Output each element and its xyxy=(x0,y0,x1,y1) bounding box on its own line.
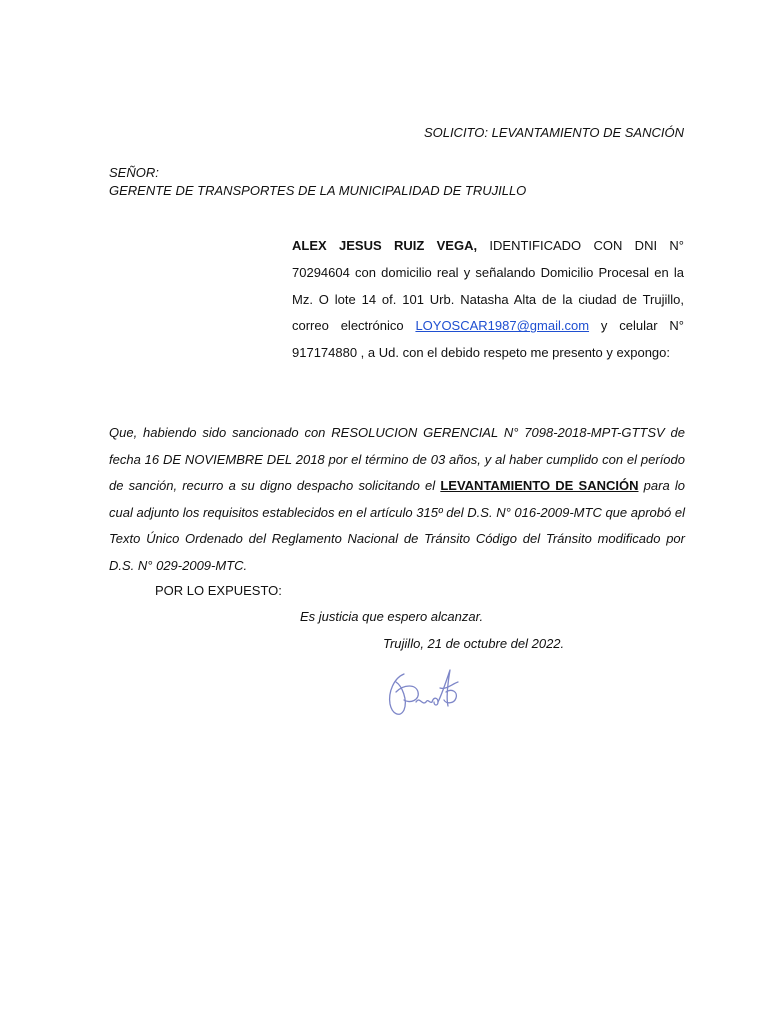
intro-paragraph xyxy=(292,233,684,367)
intro-rest: y celular N° 917174880 , a Ud. con el debido respeto me presento y expongo: xyxy=(292,318,684,361)
justice-line: Es justicia que espero alcanzar. xyxy=(300,609,484,624)
body-part-1: Que, habiendo sido sancionado con RESOLUCION GERENCIAL N° 7098-2018-MPT-GTTSV de fecha 16 DE NOVIEMBRE DEL 2018 por el término de 03 años, y al haber cumplido con el período de sanción, recurro a su digno despacho solicitando el xyxy=(109,425,685,494)
subject-line: SOLICITO: LEVANTAMIENTO DE SANCIÓN xyxy=(423,125,684,140)
addressee: GERENTE DE TRANSPORTES DE LA MUNICIPALIDAD DE TRUJILLO xyxy=(109,183,527,198)
salutation: SEÑOR: xyxy=(109,165,159,180)
email-link[interactable]: LOYOSCAR1987@gmail.com xyxy=(415,318,590,334)
closing-label: POR LO EXPUESTO: xyxy=(155,583,282,598)
body-paragraph xyxy=(109,420,685,580)
applicant-name: ALEX JESUS RUIZ VEGA, xyxy=(292,238,478,253)
address-text: con domicilio real y señalando Domicilio Procesal en la Mz. O lote 14 of. 101 Urb. Natasha Alta de la ciudad de Trujillo, correo electrónico xyxy=(292,264,684,334)
id-text: IDENTIFICADO CON DNI N° 70294604 xyxy=(292,238,684,280)
signature-image xyxy=(380,662,470,724)
body-part-2: para lo cual adjunto los requisitos establecidos en el artículo 315º del D.S. N° 016-2009-MTC que aprobó el Texto Único Ordenado del Reglamento Nacional de Tránsito Código del Tránsito modificado por D.S. N° 029-2009-MTC. xyxy=(109,478,685,573)
body-highlight: LEVANTAMIENTO DE SANCIÓN xyxy=(440,478,639,494)
date-line: Trujillo, 21 de octubre del 2022. xyxy=(383,636,565,651)
